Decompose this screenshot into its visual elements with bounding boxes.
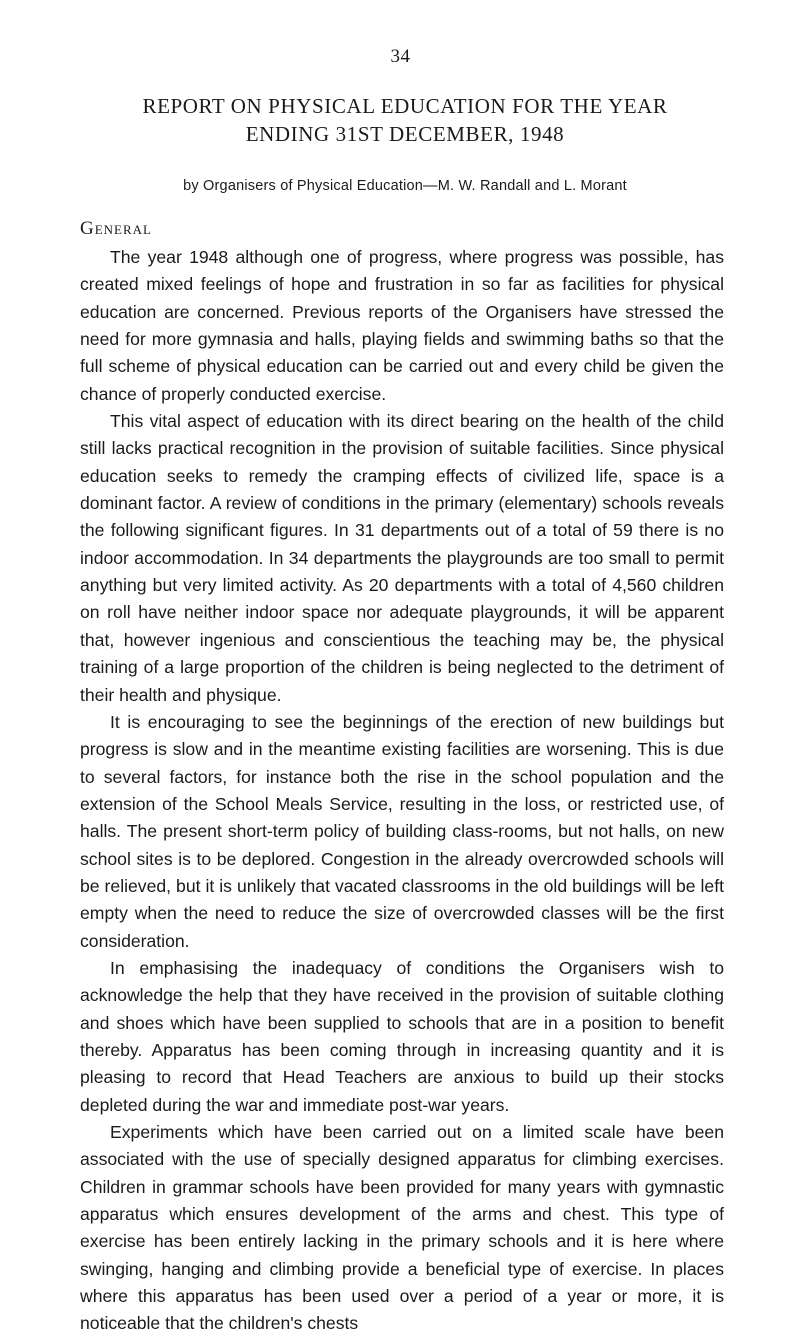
paragraph: This vital aspect of education with its direct bearing on the health of the child still lacks practical recognition in the provision of suitable facilities. Since physical education seeks to remedy the cramping effects of civilized life, space is a dominant factor. A review of conditions in the primary (elementary) schools reveals the following significant figures. In 31 departments out of a total of 59 there is no indoor accommodation. In 34 departments the playgrounds are too small to permit anything but very limited activity. As 20 departments with a total of 4,560 children on roll have neither indoor space nor adequate playgrounds, it will be apparent that, however ingenious and conscientious the teaching may be, the physical training of a large proportion of the children is being neglected to the detriment of their health and physique. <box>80 411 724 705</box>
paragraph: Experiments which have been carried out on a limited scale have been associated with the use of specially designed apparatus for climbing exercises. Children in grammar schools have been provided for many years with gymnastic apparatus which ensures development of the arms and chest. This type of exercise has been entirely lacking in the primary schools and it is here where swinging, hanging and climbing provide a beneficial type of exercise. In places where this apparatus has been used over a period of a year or more, it is noticeable that the children's chests <box>80 1122 724 1334</box>
report-title-line-1: REPORT ON PHYSICAL EDUCATION FOR THE YEAR <box>142 94 668 118</box>
paragraph: It is encouraging to see the beginnings of the erection of new buildings but progress is slow and in the meantime existing facilities are worsening. This is due to several factors, for instance both the rise in the school population and the extension of the School Meals Service, resulting in the loss, or restricted use, of halls. The present short-term policy of building class-rooms, but not halls, on new school sites is to be deplored. Congestion in the already overcrowded schools will be relieved, but it is unlikely that vacated classrooms in the old buildings will be left empty when the need to reduce the size of overcrowded classes will be the first consideration. <box>80 711 724 951</box>
byline: by Organisers of Physical Education—M. W. Randall and L. Morant <box>183 178 627 194</box>
report-title <box>80 92 730 148</box>
paragraph: In emphasising the inadequacy of conditions the Organisers wish to acknowledge the help that they have received in the provision of suitable clothing and shoes which have been supplied to schools that are in a position to benefit thereby. Apparatus has been coming through in increasing quantity and it is pleasing to record that Head Teachers are anxious to build up their stocks depleted during the war and immediate post-war years. <box>80 957 724 1115</box>
paragraph: The year 1948 although one of progress, where progress was possible, has created mixed feelings of hope and frustration in so far as facilities for physical education are concerned. Previous reports of the Organisers have stressed the need for more gymnasia and halls, playing fields and swimming baths so that the full scheme of physical education can be carried out and every child be given the chance of properly conducted exercise. <box>80 247 724 404</box>
report-title-line-2: ENDING 31ST DECEMBER, 1948 <box>245 122 565 146</box>
page-number: 34 <box>390 46 411 67</box>
body-text <box>80 244 724 1338</box>
section-heading: General <box>80 218 152 239</box>
